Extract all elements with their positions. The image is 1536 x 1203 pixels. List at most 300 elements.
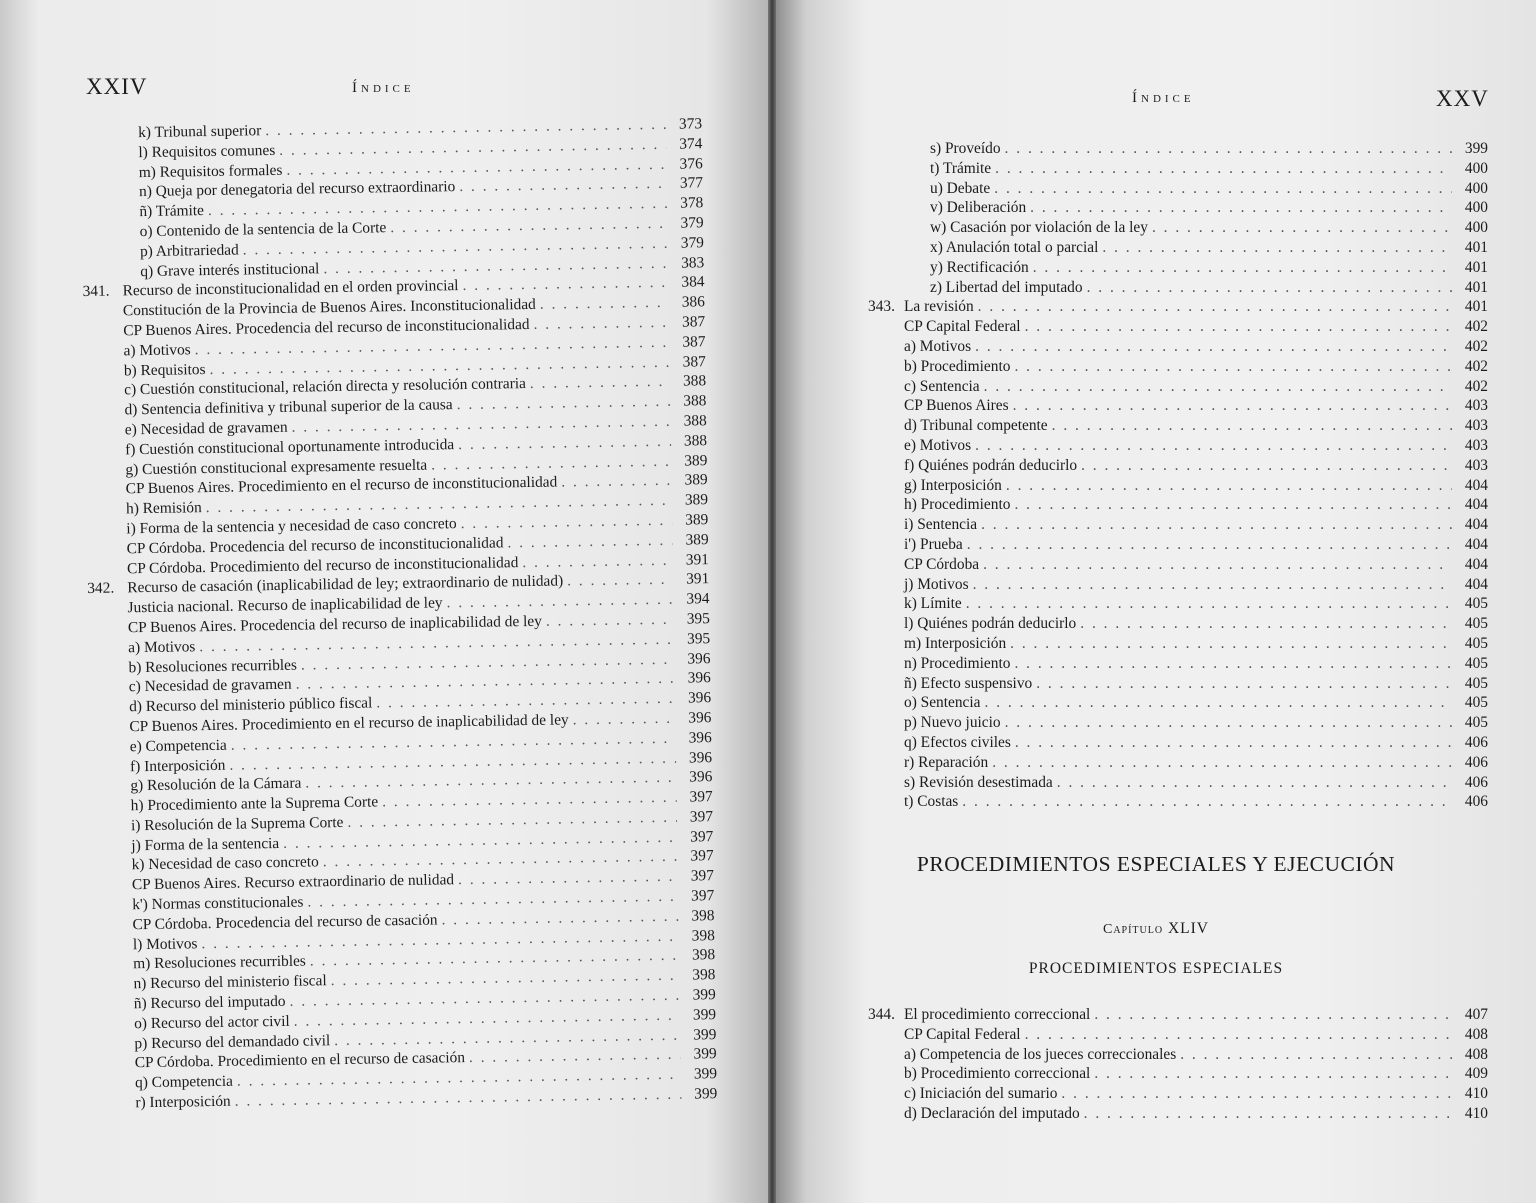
toc-entry <box>904 773 1488 793</box>
toc-entry-page: 387 <box>682 352 706 371</box>
toc-entry-page: 399 <box>693 1065 718 1083</box>
toc-entry-page: 395 <box>686 629 711 648</box>
toc-entry-label: CP Capital Federal <box>904 318 1021 336</box>
toc-entry <box>868 1005 1488 1025</box>
toc-entry <box>904 594 1488 614</box>
toc-entry-page: 403 <box>1464 436 1488 454</box>
toc-entry-page: 403 <box>1464 397 1488 415</box>
toc-entry-page: 405 <box>1464 714 1488 732</box>
dot-leader <box>1094 1064 1452 1084</box>
toc-entry-line <box>930 218 1488 238</box>
dot-leader <box>573 709 676 730</box>
toc-entry-label: f) Cuestión constitucional oportunamente introducida <box>124 435 455 459</box>
dot-leader <box>533 313 669 335</box>
toc-entry-label: d) Sentencia definitiva y tribunal superior de la causa <box>124 396 453 419</box>
dot-leader <box>546 610 674 632</box>
chapter-number: XLIV <box>1167 920 1210 937</box>
dot-leader <box>507 530 672 552</box>
toc-entry-label: p) Arbitrariedad <box>139 241 239 260</box>
dot-leader <box>1102 238 1452 258</box>
toc-entry-line <box>904 575 1488 595</box>
dot-leader <box>975 436 1452 456</box>
toc-entry-page: 402 <box>1464 357 1488 375</box>
toc-entry-line <box>930 278 1488 298</box>
toc-entry <box>904 198 1488 218</box>
toc-entry-label: CP Buenos Aires. Procedimiento en el recurso de inaplicabilidad de ley <box>129 711 569 736</box>
toc-entry-page: 399 <box>693 1045 717 1063</box>
toc-entry-line <box>904 713 1488 733</box>
dot-leader <box>1052 416 1452 436</box>
toc-entry-label: c) Cuestión constitucional, relación directa y resolución contraria <box>124 375 527 399</box>
dot-leader <box>540 293 669 315</box>
toc-entry-line <box>904 377 1488 397</box>
toc-entry-page: 400 <box>1464 219 1488 237</box>
toc-entry-page: 396 <box>688 709 712 727</box>
toc-entry-line <box>904 555 1488 575</box>
toc-entry-page: 373 <box>678 115 703 133</box>
toc-entry-label: l) Requisitos comunes <box>138 141 276 161</box>
toc-entry-line <box>904 792 1488 812</box>
toc-entry-label: m) Resoluciones recurribles <box>133 953 306 973</box>
toc-entry <box>904 377 1488 397</box>
toc-entry-page: 376 <box>679 154 703 173</box>
toc-entry-page: 399 <box>692 1005 717 1024</box>
toc-entry-label: o) Contenido de la sentencia de la Corte <box>139 219 387 241</box>
toc-entry-page: 404 <box>1464 516 1488 534</box>
dot-leader <box>992 753 1452 773</box>
toc-entry-label: h) Remisión <box>125 499 202 518</box>
toc-entry <box>904 495 1488 515</box>
toc-entry <box>904 614 1488 634</box>
toc-entry-page: 405 <box>1464 595 1488 613</box>
toc-entry-page: 404 <box>1464 496 1488 514</box>
toc-entry-label: CP Buenos Aires. Procedencia del recurso de inconstitucionalidad <box>123 315 530 340</box>
toc-entry-line <box>904 594 1488 614</box>
toc-entry <box>904 278 1488 298</box>
toc-entry-page: 397 <box>690 887 715 905</box>
toc-entry-label: o) Sentencia <box>904 694 981 712</box>
toc-entry <box>904 317 1488 337</box>
toc-entry-label: g) Cuestión constitucional expresamente resuelta <box>125 456 428 478</box>
toc-entry-page: 399 <box>1464 140 1488 157</box>
dot-leader <box>1061 1084 1452 1104</box>
toc-entry-page: 398 <box>691 907 715 925</box>
toc-entry <box>904 159 1488 179</box>
dot-leader <box>1094 1005 1452 1025</box>
toc-entry-page: 406 <box>1464 733 1488 751</box>
dot-leader <box>1025 1025 1452 1045</box>
toc-entry-label: e) Motivos <box>904 436 972 454</box>
toc-entry-page: 399 <box>693 1025 717 1044</box>
toc-entry-label: n) Recurso del ministerio fiscal <box>133 972 327 993</box>
toc-entry-line <box>904 297 1488 317</box>
dot-leader <box>973 575 1452 595</box>
toc-entry-page: 400 <box>1464 179 1488 197</box>
chapter-heading <box>776 920 1536 938</box>
toc-entry-label: e) Necesidad de gravamen <box>124 418 288 439</box>
toc-entry-label: Recurso de casación (inaplicabilidad de ley; extraordinario de nulidad) <box>127 572 564 597</box>
dot-leader <box>967 535 1452 555</box>
toc-entry-page: 384 <box>681 273 705 291</box>
toc-entry-page: 387 <box>682 332 706 351</box>
toc-entry-line <box>930 258 1488 278</box>
toc-entry-label: b) Resoluciones recurribles <box>128 656 298 676</box>
toc-entry-label: k) Necesidad de caso concreto <box>131 853 319 874</box>
toc-entry <box>904 634 1488 654</box>
toc-list <box>80 114 717 1113</box>
toc-entry-page: 404 <box>1464 535 1488 553</box>
toc-entry-page: 388 <box>683 392 707 410</box>
toc-entry-page: 389 <box>684 471 708 489</box>
dot-leader <box>1025 317 1452 337</box>
dot-leader <box>567 570 673 591</box>
toc-entry-page: 406 <box>1464 793 1488 811</box>
page-number: XXIV <box>86 74 148 99</box>
toc-entry-line <box>904 416 1488 436</box>
toc-entry <box>904 416 1488 436</box>
toc-entry-label: f) Interposición <box>129 756 226 775</box>
toc-entry <box>904 713 1488 733</box>
toc-entry-page: 402 <box>1464 377 1488 395</box>
toc-entry-label: a) Motivos <box>904 337 972 355</box>
toc-entry-label: CP Córdoba <box>904 555 980 573</box>
dot-leader <box>983 555 1452 575</box>
toc-entry <box>904 456 1488 476</box>
toc-entry-label: g) Resolución de la Cámara <box>130 774 302 795</box>
toc-entry-line <box>904 515 1488 535</box>
dot-leader <box>1006 476 1452 496</box>
dot-leader <box>1014 654 1452 674</box>
toc-entry <box>904 535 1488 555</box>
toc-entry-page: 389 <box>684 491 709 509</box>
toc-entry-label: r) Interposición <box>135 1092 231 1112</box>
toc-entry-page: 396 <box>687 649 711 668</box>
toc-entry-page: 374 <box>679 135 703 153</box>
toc-entry-label: k') Normas constitucionales <box>132 893 304 914</box>
toc-entry-line <box>904 357 1488 377</box>
toc-entry-page: 404 <box>1464 476 1488 494</box>
toc-entry-label: ñ) Recurso del imputado <box>133 992 286 1013</box>
dot-leader <box>981 515 1452 535</box>
toc-entry-label: a) Motivos <box>123 341 191 360</box>
toc-entry-label: t) Trámite <box>930 159 992 177</box>
toc-entry-label: d) Tribunal competente <box>904 417 1048 435</box>
toc-entry-label: d) Recurso del ministerio público fiscal <box>129 694 373 716</box>
toc-entry <box>904 258 1488 278</box>
toc-entry-line <box>904 396 1488 416</box>
toc-entry-label: CP Buenos Aires. Procedencia del recurso de inaplicabilidad de ley <box>127 612 543 637</box>
toc-entry-label: e) Competencia <box>129 736 227 755</box>
dot-leader <box>1152 218 1452 238</box>
toc-entry-page: 388 <box>682 372 707 390</box>
toc-entry-label: h) Procedimiento <box>904 496 1011 514</box>
toc-entry-page: 394 <box>686 590 710 608</box>
dot-leader <box>984 377 1452 397</box>
toc-entry-page: 386 <box>681 293 706 311</box>
dot-leader <box>1014 495 1452 515</box>
toc-entry-label: v) Deliberación <box>930 199 1027 217</box>
toc-entry-label: CP Buenos Aires. Recurso extraordinario de nulidad <box>131 871 455 894</box>
toc-entry-label: b) Procedimiento correccional <box>904 1065 1091 1083</box>
toc-entry-page: 383 <box>681 253 705 272</box>
toc-entry <box>868 297 1488 317</box>
toc-entry-page: 396 <box>688 748 713 767</box>
toc-entry <box>904 179 1488 199</box>
dot-leader <box>1014 357 1452 377</box>
toc-entry-label: g) Interposición <box>904 476 1002 494</box>
toc-entry-line <box>904 773 1488 793</box>
dot-leader <box>1013 396 1452 416</box>
dot-leader <box>1087 278 1452 298</box>
toc-entry <box>904 218 1488 238</box>
toc-entry-page: 397 <box>689 788 713 806</box>
toc-entry-page: 391 <box>685 550 710 569</box>
toc-entry <box>904 1104 1488 1124</box>
dot-leader <box>995 159 1452 179</box>
toc-entry-page: 388 <box>683 412 707 430</box>
toc-entry-label: CP Córdoba. Procedencia del recurso de casación <box>132 911 438 934</box>
toc-entry-label: d) Declaración del imputado <box>904 1104 1080 1122</box>
toc-entry <box>904 575 1488 595</box>
toc-entry-line <box>904 753 1488 773</box>
dot-leader <box>1010 634 1452 654</box>
dot-leader <box>994 179 1452 199</box>
toc-entry-label: ñ) Trámite <box>139 202 205 221</box>
toc-entry-number: 342. <box>87 579 115 598</box>
toc-entry-page: 396 <box>688 728 712 747</box>
toc-entry-page: 389 <box>685 511 709 529</box>
toc-entry-label: s) Proveído <box>930 140 1001 157</box>
toc-entry-label: CP Córdoba. Procedencia del recurso de inconstitucionalidad <box>126 534 504 558</box>
dot-leader <box>962 792 1452 812</box>
toc-entry <box>904 792 1488 812</box>
toc-entry-label: i) Forma de la sentencia y necesidad de caso concreto <box>126 515 457 538</box>
toc-entry <box>904 396 1488 416</box>
toc-entry-page: 405 <box>1464 634 1488 652</box>
toc-entry <box>904 674 1488 694</box>
toc-entry-label: ñ) Efecto suspensivo <box>904 674 1033 692</box>
toc-entry-label: b) Procedimiento <box>904 357 1011 375</box>
toc-entry-label: j) Motivos <box>904 575 969 593</box>
toc-entry-page: 389 <box>685 530 709 549</box>
toc-entry-page: 410 <box>1464 1085 1488 1103</box>
chapter-title: PROCEDIMIENTOS ESPECIALES <box>1028 960 1284 977</box>
toc-entry-line <box>904 476 1488 496</box>
dot-leader <box>1036 674 1452 694</box>
toc-entry-page: 398 <box>691 946 716 964</box>
toc-entry-label: CP Buenos Aires. Procedimiento en el recurso de inconstitucionalidad <box>125 473 558 498</box>
toc-entry-line <box>930 139 1488 159</box>
toc-entry-page: 401 <box>1464 298 1488 316</box>
toc-entry-label: CP Capital Federal <box>904 1025 1021 1043</box>
running-head: Índice <box>1132 90 1195 106</box>
toc-entry-label: s) Revisión desestimada <box>904 773 1053 791</box>
toc-entry-page: 401 <box>1464 238 1488 256</box>
toc-entry-line <box>904 436 1488 456</box>
toc-entry-page: 405 <box>1464 674 1488 692</box>
toc-entry-number: 343. <box>868 298 895 316</box>
toc-entry-label: x) Anulación total o parcial <box>930 238 1099 256</box>
toc-entry-label: La revisión <box>904 298 974 316</box>
toc-entry-label: a) Competencia de los jueces correccionales <box>904 1045 1177 1063</box>
toc-entry-label: CP Córdoba. Procedimiento del recurso de inconstitucionalidad <box>126 553 519 577</box>
toc-entry-page: 401 <box>1464 258 1488 276</box>
toc-entry <box>904 1025 1488 1045</box>
toc-entry-page: 403 <box>1464 417 1488 435</box>
toc-entry-page: 379 <box>680 214 704 232</box>
toc-entry-line <box>904 614 1488 634</box>
toc-entry <box>904 1084 1488 1104</box>
toc-entry-page: 400 <box>1464 199 1488 217</box>
toc-entry-label: j) Forma de la sentencia <box>131 834 280 854</box>
toc-entry-line <box>904 1064 1488 1084</box>
toc-entry-page: 395 <box>686 610 710 628</box>
dot-leader <box>561 471 672 493</box>
toc-entry-page: 405 <box>1464 654 1488 672</box>
toc-entry-label: Justicia nacional. Recurso de inaplicabilidad de ley <box>127 594 443 617</box>
toc-entry-page: 389 <box>684 451 708 470</box>
toc-entry-label: c) Iniciación del sumario <box>904 1085 1058 1103</box>
toc-entry-page: 397 <box>690 867 715 885</box>
chapter-label: Capítulo <box>1102 922 1164 937</box>
toc-entry-page: 410 <box>1464 1104 1488 1122</box>
toc-entry <box>904 1064 1488 1084</box>
toc-entry-label: y) Rectificación <box>930 258 1029 276</box>
toc-entry-label: w) Casación por violación de la ley <box>930 219 1148 237</box>
toc-entry-line <box>904 317 1488 337</box>
toc-entry-label: k) Tribunal superior <box>138 122 262 142</box>
toc-entry-label: u) Debate <box>930 179 991 197</box>
toc-entry-line <box>904 693 1488 713</box>
toc-list <box>868 1005 1488 1124</box>
toc-entry-page: 404 <box>1464 575 1488 593</box>
dot-leader <box>1005 139 1452 159</box>
toc-entry-page: 378 <box>680 194 704 212</box>
toc-entry-label: i) Resolución de la Suprema Corte <box>130 813 344 835</box>
toc-entry-line <box>904 1045 1488 1065</box>
toc-entry-page: 398 <box>692 966 716 984</box>
dot-leader <box>1005 713 1452 733</box>
toc-entry-page: 406 <box>1464 773 1488 791</box>
toc-entry-page: 387 <box>681 313 706 331</box>
toc-entry-label: a) Motivos <box>128 637 196 657</box>
running-head: Índice <box>352 80 415 96</box>
toc-entry <box>904 515 1488 535</box>
toc-entry-label: t) Costas <box>904 793 959 811</box>
dot-leader <box>530 372 671 394</box>
dot-leader <box>522 550 673 572</box>
toc-entry-label: l) Quiénes podrán deducirlo <box>904 615 1077 633</box>
toc-entry <box>904 337 1488 357</box>
dot-leader <box>985 693 1453 713</box>
dot-leader <box>966 594 1452 614</box>
toc-entry-page: 401 <box>1464 278 1488 296</box>
toc-entry-line <box>904 456 1488 476</box>
toc-entry-label: n) Procedimiento <box>904 654 1011 672</box>
right-page <box>776 0 1536 1203</box>
toc-entry-label: q) Efectos civiles <box>904 733 1011 751</box>
toc-entry-label: i') Prueba <box>904 535 963 553</box>
toc-entry-label: i) Sentencia <box>904 516 978 534</box>
dot-leader <box>975 337 1452 357</box>
toc-entry-page: 408 <box>1464 1045 1488 1063</box>
toc-entry-label: r) Reparación <box>904 753 989 771</box>
toc-entry-page: 397 <box>689 808 714 826</box>
toc-entry-page: 405 <box>1464 615 1488 633</box>
toc-entry-line <box>904 1025 1488 1045</box>
toc-entry <box>904 436 1488 456</box>
dot-leader <box>1015 733 1452 753</box>
toc-entry <box>904 139 1488 159</box>
toc-entry-line <box>904 654 1488 674</box>
toc-entry-page: 407 <box>1464 1006 1488 1023</box>
toc-entry-label: h) Procedimiento ante la Suprema Corte <box>130 793 379 815</box>
toc-entry-line <box>904 495 1488 515</box>
page-number: XXV <box>1436 86 1489 111</box>
toc-entry-line <box>904 535 1488 555</box>
toc-entry <box>904 753 1488 773</box>
toc-entry-page: 402 <box>1464 337 1488 355</box>
toc-entry-label: b) Requisitos <box>123 360 206 379</box>
toc-entry-page: 396 <box>687 669 711 687</box>
toc-entry-label: p) Nuevo juicio <box>904 714 1001 732</box>
toc-entry-label: k) Límite <box>904 595 962 613</box>
toc-entry <box>904 693 1488 713</box>
toc-entry-label: Constitución de la Provincia de Buenos Aires. Inconstitucionalidad <box>122 296 536 320</box>
toc-entry-page: 408 <box>1464 1025 1488 1043</box>
dot-leader <box>1180 1045 1452 1065</box>
toc-entry-page: 397 <box>690 847 714 865</box>
toc-entry-page: 403 <box>1464 456 1488 474</box>
toc-entry-page: 397 <box>690 827 714 846</box>
toc-entry-label: o) Recurso del actor civil <box>134 1012 290 1033</box>
toc-entry-page: 402 <box>1464 318 1488 336</box>
toc-entry-page: 399 <box>692 986 716 1004</box>
toc-entry-page: 400 <box>1464 159 1488 177</box>
toc-entry-page: 405 <box>1464 694 1488 712</box>
toc-entry-page: 388 <box>683 431 708 450</box>
toc-entry-page: 379 <box>680 233 705 252</box>
dot-leader <box>978 297 1452 317</box>
toc-entry-line <box>904 1104 1488 1124</box>
dot-leader <box>1081 456 1452 476</box>
toc-entry-line <box>904 1005 1488 1025</box>
toc-entry <box>904 357 1488 377</box>
toc-entry-page: 409 <box>1464 1065 1488 1083</box>
toc-entry-line <box>904 634 1488 654</box>
toc-entry-number: 341. <box>82 282 110 301</box>
toc-entry-line <box>930 179 1488 199</box>
toc-entry-line <box>904 1084 1488 1104</box>
dot-leader <box>1057 773 1452 793</box>
toc-entry-label: q) Grave interés institucional <box>140 259 320 280</box>
toc-entry-label: CP Buenos Aires <box>904 397 1009 415</box>
toc-entry-line <box>904 733 1488 753</box>
toc-entry-label: n) Queja por denegatoria del recurso extraordinario <box>138 178 456 201</box>
dot-leader <box>1080 614 1452 634</box>
toc-entry-number: 344. <box>868 1006 895 1023</box>
toc-entry-page: 406 <box>1464 753 1488 771</box>
toc-entry <box>904 476 1488 496</box>
toc-entry-label: p) Recurso del demandado civil <box>134 1031 331 1052</box>
toc-entry-label: m) Interposición <box>904 634 1007 652</box>
toc-entry <box>904 1045 1488 1065</box>
toc-entry-label: CP Córdoba. Procedimiento en el recurso de casación <box>134 1049 466 1072</box>
toc-entry-page: 396 <box>689 768 713 786</box>
toc-entry-label: l) Motivos <box>132 934 198 953</box>
toc-entry-page: 391 <box>686 570 710 588</box>
toc-entry-page: 377 <box>679 174 704 192</box>
